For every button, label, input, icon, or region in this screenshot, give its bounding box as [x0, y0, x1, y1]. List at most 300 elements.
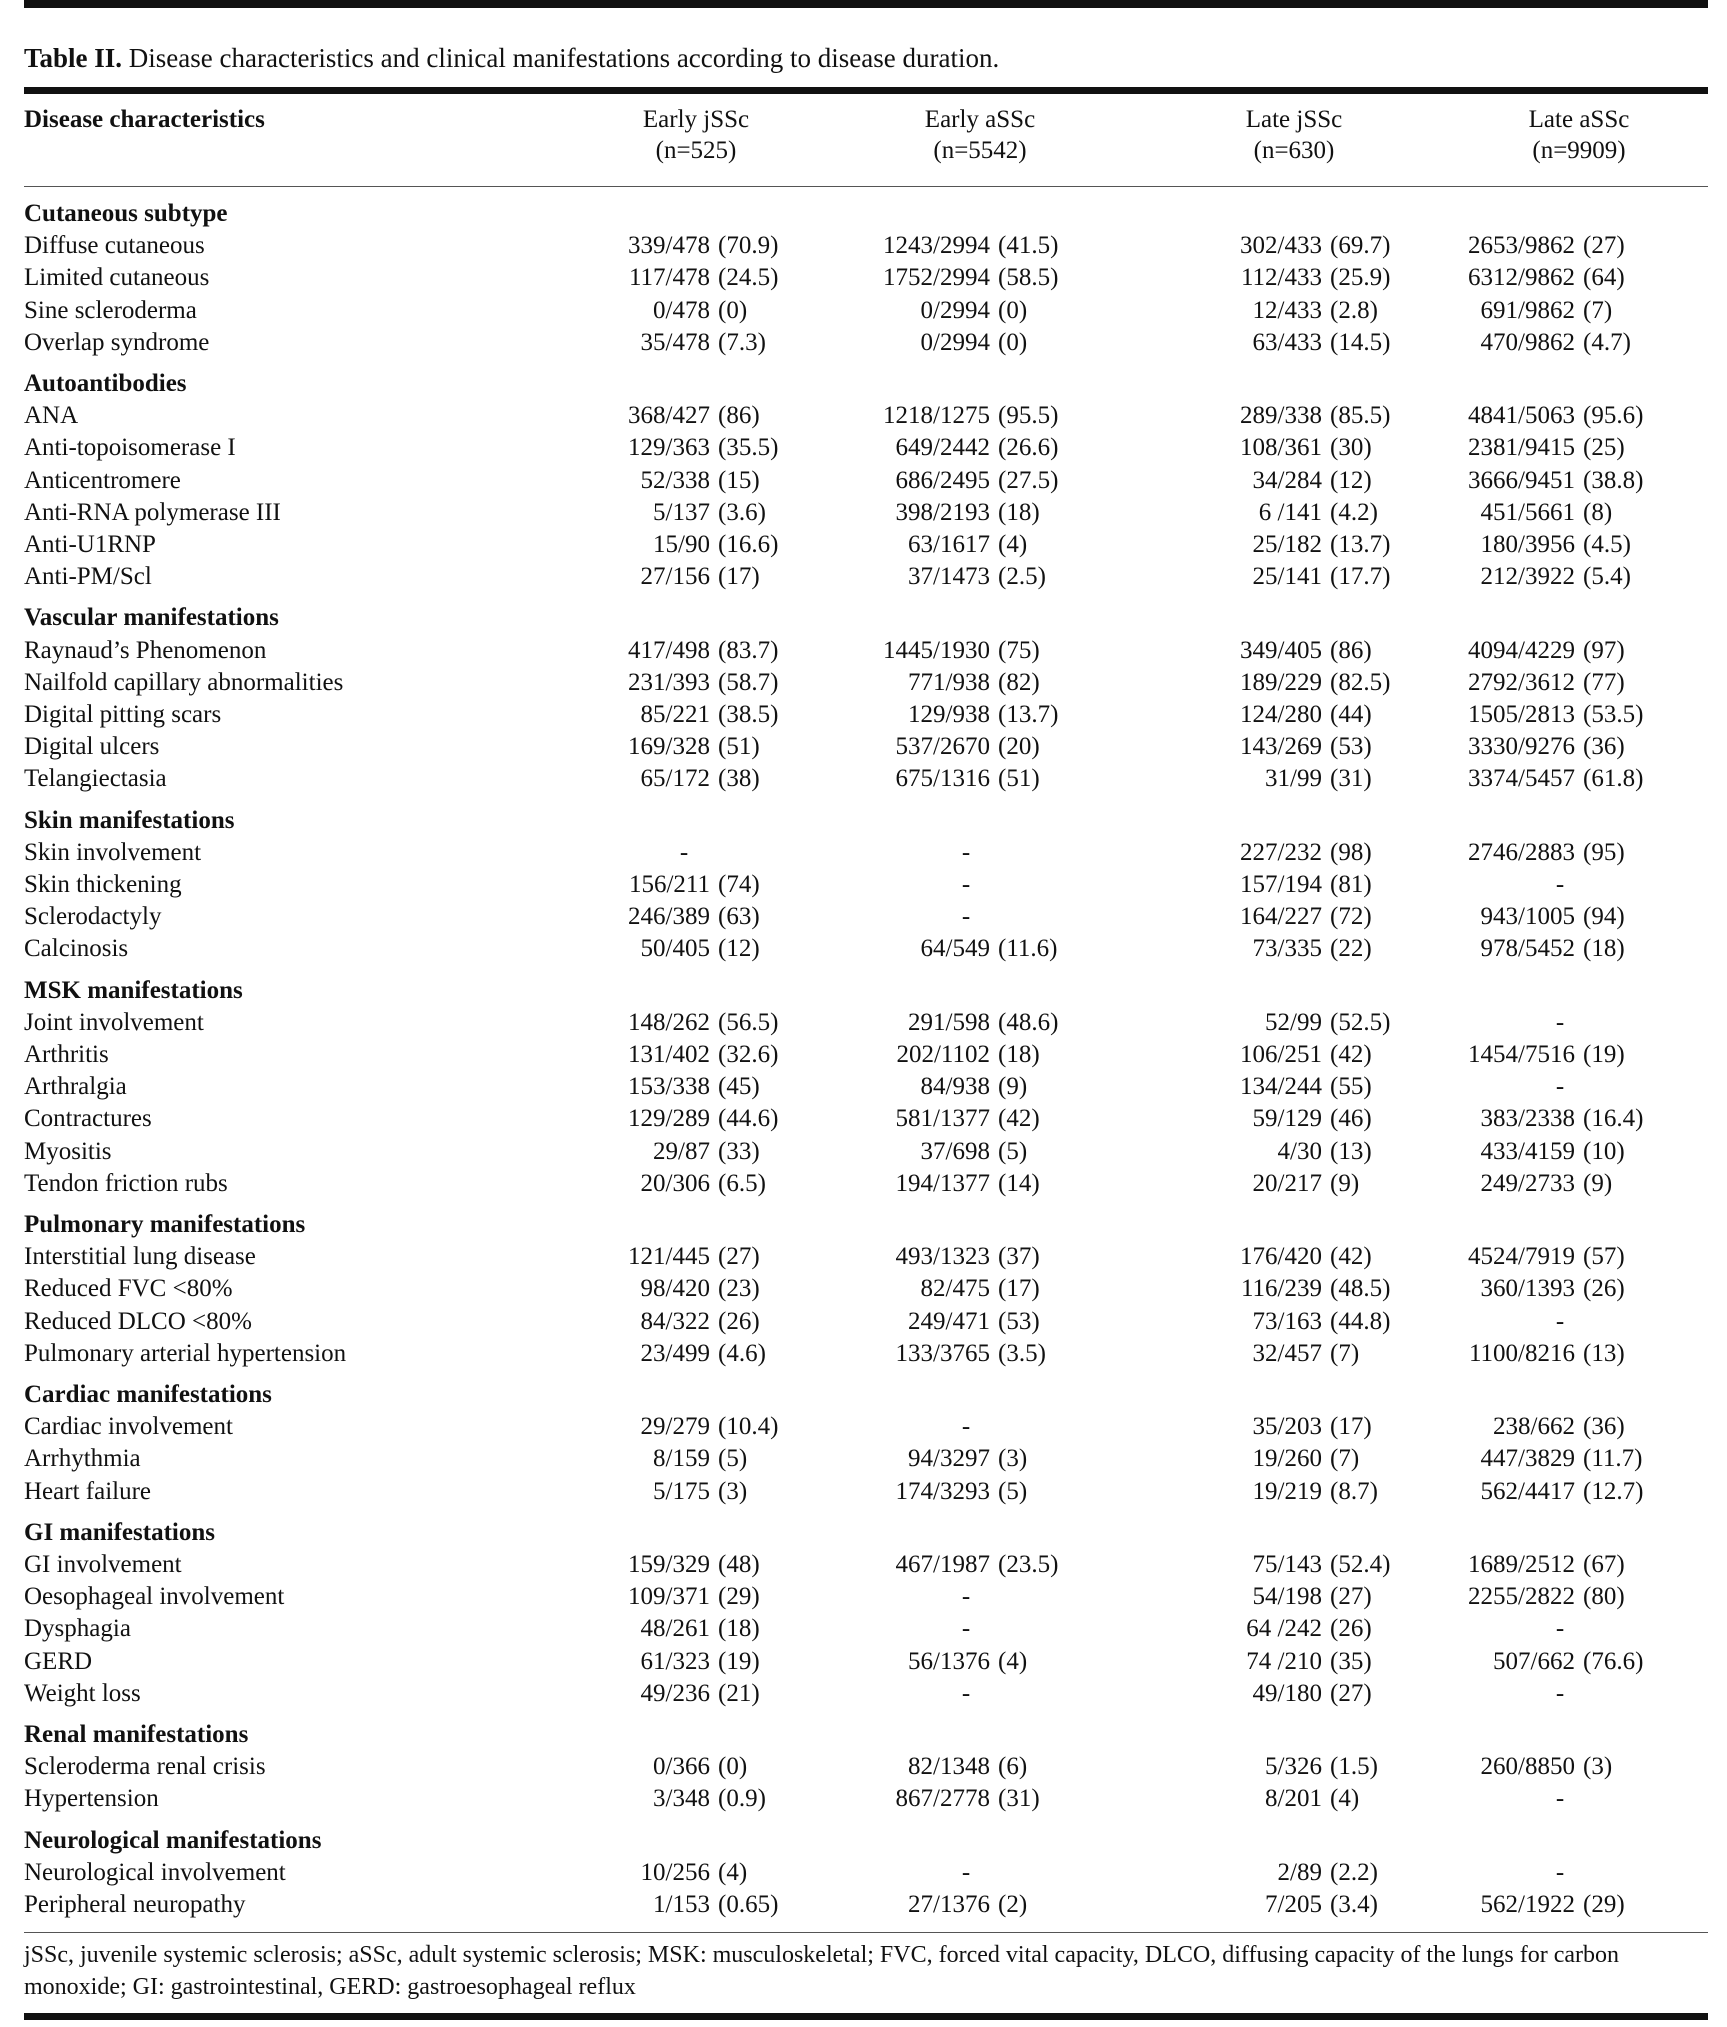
table-row: [24, 1581, 1708, 1613]
cell-count: 433/4159: [1480, 1137, 1575, 1165]
table-row: [24, 327, 1708, 359]
cell-percent: (7): [1330, 1445, 1360, 1473]
cell-count: 189/229: [1240, 668, 1322, 696]
section-title: GI manifestations: [24, 1518, 215, 1546]
cell-count: 231/393: [628, 668, 710, 696]
cell-count: 129/938: [908, 701, 990, 728]
cell-count: 447/3829: [1480, 1445, 1575, 1473]
table-row: [24, 1411, 1708, 1443]
cell-count: 10/256: [640, 1858, 710, 1886]
header-rule: [24, 186, 1708, 187]
cell-count: 73/163: [1252, 1307, 1322, 1335]
cell-percent: (6.5): [718, 1169, 766, 1197]
row-label: Hypertension: [24, 1785, 159, 1813]
cell-count: 493/1323: [895, 1243, 990, 1271]
cell-missing: -: [1555, 1008, 1565, 1036]
top-rule: [24, 0, 1708, 8]
cell-percent: (35): [1330, 1647, 1372, 1675]
section-header: [24, 602, 1708, 634]
row-label: Anti-PM/Scl: [24, 563, 152, 591]
cell-percent: (85.5): [1330, 402, 1391, 430]
row-label: Arrhythmia: [24, 1445, 141, 1473]
cell-percent: (31): [1330, 765, 1372, 793]
cell-percent: (4.7): [1583, 328, 1631, 356]
cell-percent: (44.8): [1330, 1307, 1391, 1335]
column-header-n: (n=525): [655, 137, 737, 164]
table-row: [24, 1241, 1708, 1273]
cell-percent: (9): [1583, 1169, 1613, 1197]
cell-percent: (37): [998, 1243, 1040, 1271]
cell-count: 686/2495: [895, 466, 990, 494]
cell-percent: (27): [1330, 1679, 1372, 1707]
cell-count: 1689/2512: [1468, 1551, 1575, 1578]
cell-percent: (3.4): [1330, 1891, 1378, 1918]
cell-count: 65/172: [640, 765, 710, 793]
cell-percent: (41.5): [998, 232, 1059, 260]
cell-count: 49/236: [640, 1679, 710, 1707]
cell-count: 37/698: [920, 1137, 990, 1165]
cell-percent: (32.6): [718, 1041, 779, 1068]
column-header-late-assc: [1449, 104, 1709, 166]
cell-percent: (58.7): [718, 668, 779, 696]
cell-count-wrap: [24, 1103, 1575, 1135]
cell-percent: (86): [1330, 636, 1372, 664]
cell-count-wrap: [24, 465, 1575, 497]
cell-percent: (95.5): [998, 402, 1059, 430]
row-label: Skin thickening: [24, 871, 182, 898]
cell-percent: (95): [1583, 838, 1625, 866]
row-label: Tendon friction rubs: [24, 1169, 228, 1197]
cell-count-wrap: [24, 1678, 1322, 1710]
cell-count-wrap: [24, 901, 1575, 933]
cell-percent: (56.5): [718, 1008, 779, 1036]
cell-count: 562/1922: [1480, 1891, 1575, 1918]
cell-percent: (63): [718, 903, 760, 931]
cell-percent: (25.9): [1330, 264, 1391, 292]
cell-count: 109/371: [628, 1583, 710, 1611]
cell-count: 20/217: [1252, 1169, 1322, 1197]
cell-count-wrap: [24, 1273, 1575, 1305]
cell-percent: (13): [1583, 1339, 1625, 1367]
cell-count: 133/3765: [895, 1339, 990, 1367]
table-caption: [24, 40, 999, 76]
cell-percent: (12.7): [1583, 1477, 1644, 1505]
cell-count: 112/433: [1240, 264, 1322, 292]
cell-percent: (77): [1583, 668, 1625, 696]
cell-percent: (23.5): [998, 1551, 1059, 1578]
cell-count: 238/662: [1493, 1413, 1575, 1441]
section-header: [24, 1719, 1708, 1751]
column-header-n: (n=9909): [1532, 137, 1626, 164]
cell-count: 169/328: [628, 733, 710, 761]
cell-count-wrap: [24, 1889, 1575, 1921]
cell-count: 470/9862: [1480, 328, 1575, 356]
cell-percent: (74): [718, 871, 760, 898]
cell-count: 8/201: [1265, 1785, 1322, 1813]
cell-count: 19/219: [1252, 1477, 1322, 1505]
section-title: Renal manifestations: [24, 1721, 249, 1748]
row-label: Interstitial lung disease: [24, 1243, 256, 1271]
row-label: Dysphagia: [24, 1615, 131, 1643]
table-row: [24, 262, 1708, 294]
cell-count: 8/159: [653, 1445, 710, 1473]
cell-percent: (27.5): [998, 466, 1059, 494]
row-label: Peripheral neuropathy: [24, 1891, 246, 1918]
cell-count: 360/1393: [1480, 1275, 1575, 1303]
table-row: [24, 1549, 1708, 1581]
cell-percent: (8): [1583, 498, 1613, 526]
cell-percent: (12): [1330, 466, 1372, 494]
cell-count-wrap: [24, 1007, 1322, 1039]
column-header-n: (n=5542): [933, 137, 1027, 164]
cell-percent: (20): [998, 733, 1040, 761]
cell-count: 31/99: [1265, 765, 1322, 793]
cell-missing: -: [961, 1858, 971, 1886]
table-row: [24, 1646, 1708, 1678]
cell-count: 943/1005: [1480, 903, 1575, 931]
cell-percent: (4): [1330, 1785, 1360, 1813]
cell-percent: (69.7): [1330, 232, 1391, 260]
cell-count: 1752/2994: [883, 264, 990, 292]
cell-percent: (58.5): [998, 264, 1059, 292]
cell-percent: (13.7): [1330, 531, 1391, 558]
row-label: Pulmonary arterial hypertension: [24, 1339, 347, 1367]
cell-count: 54/198: [1252, 1583, 1322, 1611]
row-label: Arthritis: [24, 1041, 109, 1068]
table-row: [24, 635, 1708, 667]
cell-percent: (98): [1330, 838, 1372, 866]
cell-percent: (51): [998, 765, 1040, 793]
cell-count: 121/445: [628, 1243, 710, 1271]
cell-count: 25/141: [1252, 563, 1322, 591]
cell-count: 649/2442: [895, 434, 990, 462]
cell-percent: (16.6): [718, 531, 779, 558]
cell-count: 4524/7919: [1468, 1243, 1575, 1271]
cell-count: 148/262: [628, 1008, 710, 1036]
cell-percent: (4.6): [718, 1339, 766, 1367]
cell-count: 29/279: [640, 1413, 710, 1441]
cell-count-wrap: [24, 1783, 1322, 1815]
row-label: Reduced DLCO <80%: [24, 1307, 252, 1335]
cell-percent: (42): [998, 1105, 1040, 1133]
cell-count: 562/4417: [1480, 1477, 1575, 1505]
row-label: Digital ulcers: [24, 733, 160, 761]
cell-count-wrap: [24, 327, 1575, 359]
cell-percent: (27): [718, 1243, 760, 1271]
cell-count: 537/2670: [895, 733, 990, 761]
cell-percent: (3): [998, 1445, 1028, 1473]
section-title: Skin manifestations: [24, 806, 235, 834]
row-label: Raynaud’s Phenomenon: [24, 636, 267, 664]
cell-count-wrap: [24, 635, 1575, 667]
cell-percent: (9): [998, 1073, 1028, 1101]
cell-count: 978/5452: [1480, 935, 1575, 963]
cell-percent: (19): [1583, 1041, 1625, 1068]
cell-count: 339/478: [628, 232, 710, 260]
cell-missing: -: [1555, 1785, 1565, 1813]
row-label: Neurological involvement: [24, 1858, 286, 1886]
cell-count-wrap: [24, 1306, 1322, 1338]
cell-count: 34/284: [1252, 466, 1322, 494]
cell-count-wrap: [24, 295, 1575, 327]
table-row: [24, 1783, 1708, 1815]
cell-missing: -: [1555, 1615, 1565, 1643]
cell-missing: -: [1555, 1679, 1565, 1707]
cell-missing: -: [961, 1615, 971, 1643]
cell-count: 3374/5457: [1468, 765, 1575, 793]
cell-count-wrap: [24, 763, 1575, 795]
cell-count: 2255/2822: [1468, 1583, 1575, 1611]
cell-count: 349/405: [1240, 636, 1322, 664]
column-header-early-jssc: [566, 104, 826, 166]
row-label: Digital pitting scars: [24, 701, 222, 728]
cell-count: 35/203: [1252, 1413, 1322, 1441]
cell-count-wrap: [24, 1613, 1322, 1645]
cell-count: 176/420: [1240, 1243, 1322, 1271]
table-row: [24, 400, 1708, 432]
cell-count-wrap: [24, 1581, 1575, 1613]
table-row: [24, 1071, 1708, 1103]
cell-count: 249/2733: [1480, 1169, 1575, 1197]
cell-percent: (17): [718, 563, 760, 591]
cell-count: 302/433: [1240, 232, 1322, 260]
cell-count: 63/1617: [908, 531, 990, 558]
cell-percent: (13): [1330, 1137, 1372, 1165]
cell-count: 106/251: [1240, 1041, 1322, 1068]
cell-count: 249/471: [908, 1307, 990, 1335]
cell-count: 159/329: [628, 1551, 710, 1578]
cell-count: 56/1376: [908, 1647, 990, 1675]
table-row: [24, 1751, 1708, 1783]
cell-count: 1445/1930: [883, 636, 990, 664]
cell-count: 84/322: [640, 1307, 710, 1335]
cell-percent: (44): [1330, 701, 1372, 728]
cell-count: 246/389: [628, 903, 710, 931]
cell-count: 52/99: [1265, 1008, 1322, 1036]
column-header-early-assc: [850, 104, 1110, 166]
row-label: Weight loss: [24, 1679, 141, 1707]
cell-count: 180/3956: [1480, 531, 1575, 558]
cell-count: 398/2193: [895, 498, 990, 526]
cell-count: 1243/2994: [883, 232, 990, 260]
cell-percent: (21): [718, 1679, 760, 1707]
cell-percent: (7.3): [718, 328, 766, 356]
table-bottom-rule: [24, 1932, 1708, 1933]
table-row: [24, 933, 1708, 965]
cell-percent: (61.8): [1583, 765, 1644, 793]
cell-count-wrap: [24, 432, 1575, 464]
cell-count: 19/260: [1252, 1445, 1322, 1473]
table-row: [24, 1678, 1708, 1710]
cell-percent: (26.6): [998, 434, 1059, 462]
cell-missing: -: [1555, 1858, 1565, 1886]
cell-count: 157/194: [1240, 871, 1322, 898]
cell-count: 0/478: [653, 296, 710, 324]
row-label: Contractures: [24, 1105, 152, 1133]
cell-percent: (42): [1330, 1243, 1372, 1271]
cell-count: 27/156: [640, 563, 710, 591]
cell-percent: (2.5): [998, 563, 1046, 591]
cell-missing: -: [1555, 871, 1565, 898]
cell-percent: (36): [1583, 733, 1625, 761]
column-header-name: Early jSSc: [642, 106, 750, 133]
column-header-n: (n=630): [1253, 137, 1335, 164]
cell-count: 7/205: [1265, 1891, 1322, 1918]
cell-percent: (6): [998, 1753, 1028, 1781]
cell-count-wrap: [24, 497, 1575, 529]
cell-count-wrap: [24, 699, 1575, 731]
cell-percent: (11.6): [998, 935, 1058, 963]
table-row: [24, 230, 1708, 262]
cell-percent: (24.5): [718, 264, 779, 292]
table-caption-text: Disease characteristics and clinical manifestations according to disease duration.: [128, 43, 1000, 73]
cell-count: 15/90: [653, 531, 710, 558]
cell-percent: (26): [1583, 1275, 1625, 1303]
row-label: GI involvement: [24, 1551, 182, 1578]
cell-count: 23/499: [640, 1339, 710, 1367]
table-row: [24, 1306, 1708, 1338]
cell-count: 20/306: [640, 1169, 710, 1197]
cell-percent: (17): [998, 1275, 1040, 1303]
cell-missing: -: [961, 1679, 971, 1707]
cell-percent: (81): [1330, 871, 1372, 898]
cell-percent: (1.5): [1330, 1753, 1378, 1781]
section-header: [24, 368, 1708, 400]
cell-percent: (3): [718, 1477, 748, 1505]
cell-count-wrap: [24, 1411, 1575, 1443]
table-row: [24, 561, 1708, 593]
cell-percent: (46): [1330, 1105, 1372, 1133]
cell-count: 451/5661: [1480, 498, 1575, 526]
row-label: GERD: [24, 1647, 93, 1675]
cell-percent: (67): [1583, 1551, 1625, 1578]
cell-percent: (0): [718, 1753, 748, 1781]
cell-count: 85/221: [640, 701, 710, 728]
cell-count: 1218/1275: [883, 402, 990, 430]
cell-count-wrap: [24, 731, 1575, 763]
cell-count-wrap: [24, 1338, 1575, 1370]
cell-count: 74 /210: [1246, 1647, 1322, 1675]
cell-percent: (57): [1583, 1243, 1625, 1271]
cell-count: 84/938: [920, 1073, 990, 1101]
row-label: Arthralgia: [24, 1073, 127, 1101]
cell-count: 3666/9451: [1468, 466, 1575, 494]
cell-count: 48/261: [640, 1615, 710, 1643]
cell-count: 5/326: [1265, 1753, 1322, 1781]
cell-percent: (76.6): [1583, 1647, 1644, 1675]
section-header: [24, 1209, 1708, 1241]
cell-percent: (4): [998, 1647, 1028, 1675]
cell-count-wrap: [24, 400, 1575, 432]
cell-count: 134/244: [1240, 1073, 1322, 1101]
column-header-disease-characteristics: Disease characteristics: [24, 106, 265, 133]
cell-count: 64/549: [920, 935, 990, 963]
cell-percent: (18): [998, 1041, 1040, 1068]
row-label: Anti-RNA polymerase III: [24, 498, 281, 526]
cell-count: 675/1316: [895, 765, 990, 793]
cell-count: 0/2994: [920, 296, 990, 324]
cell-percent: (26): [718, 1307, 760, 1335]
table-row: [24, 1039, 1708, 1071]
cell-percent: (5): [718, 1445, 748, 1473]
cell-count: 59/129: [1252, 1105, 1322, 1133]
cell-percent: (27): [1583, 232, 1625, 260]
cell-count: 507/662: [1493, 1647, 1575, 1675]
cell-count: 143/269: [1240, 733, 1322, 761]
cell-count: 368/427: [628, 402, 710, 430]
cell-percent: (31): [998, 1785, 1040, 1813]
cell-percent: (26): [1330, 1615, 1372, 1643]
cell-count: 108/361: [1240, 434, 1322, 462]
cell-count: 0/2994: [920, 328, 990, 356]
cell-percent: (3.5): [998, 1339, 1046, 1367]
cell-count: 289/338: [1240, 402, 1322, 430]
cell-percent: (52.5): [1330, 1008, 1391, 1036]
cell-missing: -: [1555, 1073, 1565, 1101]
row-label: ANA: [24, 402, 79, 430]
cell-missing: -: [961, 1413, 971, 1441]
cell-percent: (51): [718, 733, 760, 761]
cell-count: 50/405: [640, 935, 710, 963]
row-label: Anticentromere: [24, 466, 181, 494]
table-row: [24, 432, 1708, 464]
table-row: [24, 667, 1708, 699]
cell-count: 174/3293: [895, 1477, 990, 1505]
cell-count-wrap: [24, 667, 1575, 699]
section-header: [24, 1379, 1708, 1411]
cell-count-wrap: [24, 1071, 1322, 1103]
cell-percent: (10.4): [718, 1413, 779, 1441]
cell-percent: (16.4): [1583, 1105, 1644, 1133]
cell-count-wrap: [24, 262, 1575, 294]
section-title: Autoantibodies: [24, 370, 187, 397]
section-header: [24, 1517, 1708, 1549]
table-top-rule: [24, 87, 1708, 94]
cell-percent: (5): [998, 1477, 1028, 1505]
cell-percent: (83.7): [718, 636, 779, 664]
table-caption-label: Table II.: [24, 43, 123, 73]
cell-count: 691/9862: [1480, 296, 1575, 324]
section-title: Cardiac manifestations: [24, 1381, 272, 1408]
cell-count-wrap: [24, 1039, 1575, 1071]
cell-missing: -: [961, 838, 971, 866]
cell-count-wrap: [24, 1476, 1575, 1508]
table-row: [24, 869, 1708, 901]
cell-count: 467/1987: [895, 1551, 990, 1578]
cell-percent: (0.65): [718, 1891, 779, 1918]
cell-count: 27/1376: [908, 1891, 990, 1918]
cell-count-wrap: [24, 933, 1575, 965]
cell-count: 1505/2813: [1468, 701, 1575, 728]
row-label: Diffuse cutaneous: [24, 232, 205, 260]
cell-count: 867/2778: [895, 1785, 990, 1813]
cell-count: 3330/9276: [1468, 733, 1575, 761]
table-row: [24, 1476, 1708, 1508]
row-label: Skin involvement: [24, 838, 202, 866]
cell-count: 131/402: [628, 1041, 710, 1068]
cell-count: 117/478: [628, 264, 710, 292]
table-row: [24, 295, 1708, 327]
section-title: Pulmonary manifestations: [24, 1211, 306, 1238]
row-label: Myositis: [24, 1137, 112, 1165]
table-row: [24, 901, 1708, 933]
cell-percent: (4.5): [1583, 531, 1631, 558]
cell-count: 1100/8216: [1468, 1339, 1575, 1367]
column-header-name: Late aSSc: [1528, 106, 1630, 133]
cell-percent: (2.2): [1330, 1858, 1378, 1886]
row-label: Anti-topoisomerase I: [24, 434, 236, 462]
cell-percent: (80): [1583, 1583, 1625, 1611]
